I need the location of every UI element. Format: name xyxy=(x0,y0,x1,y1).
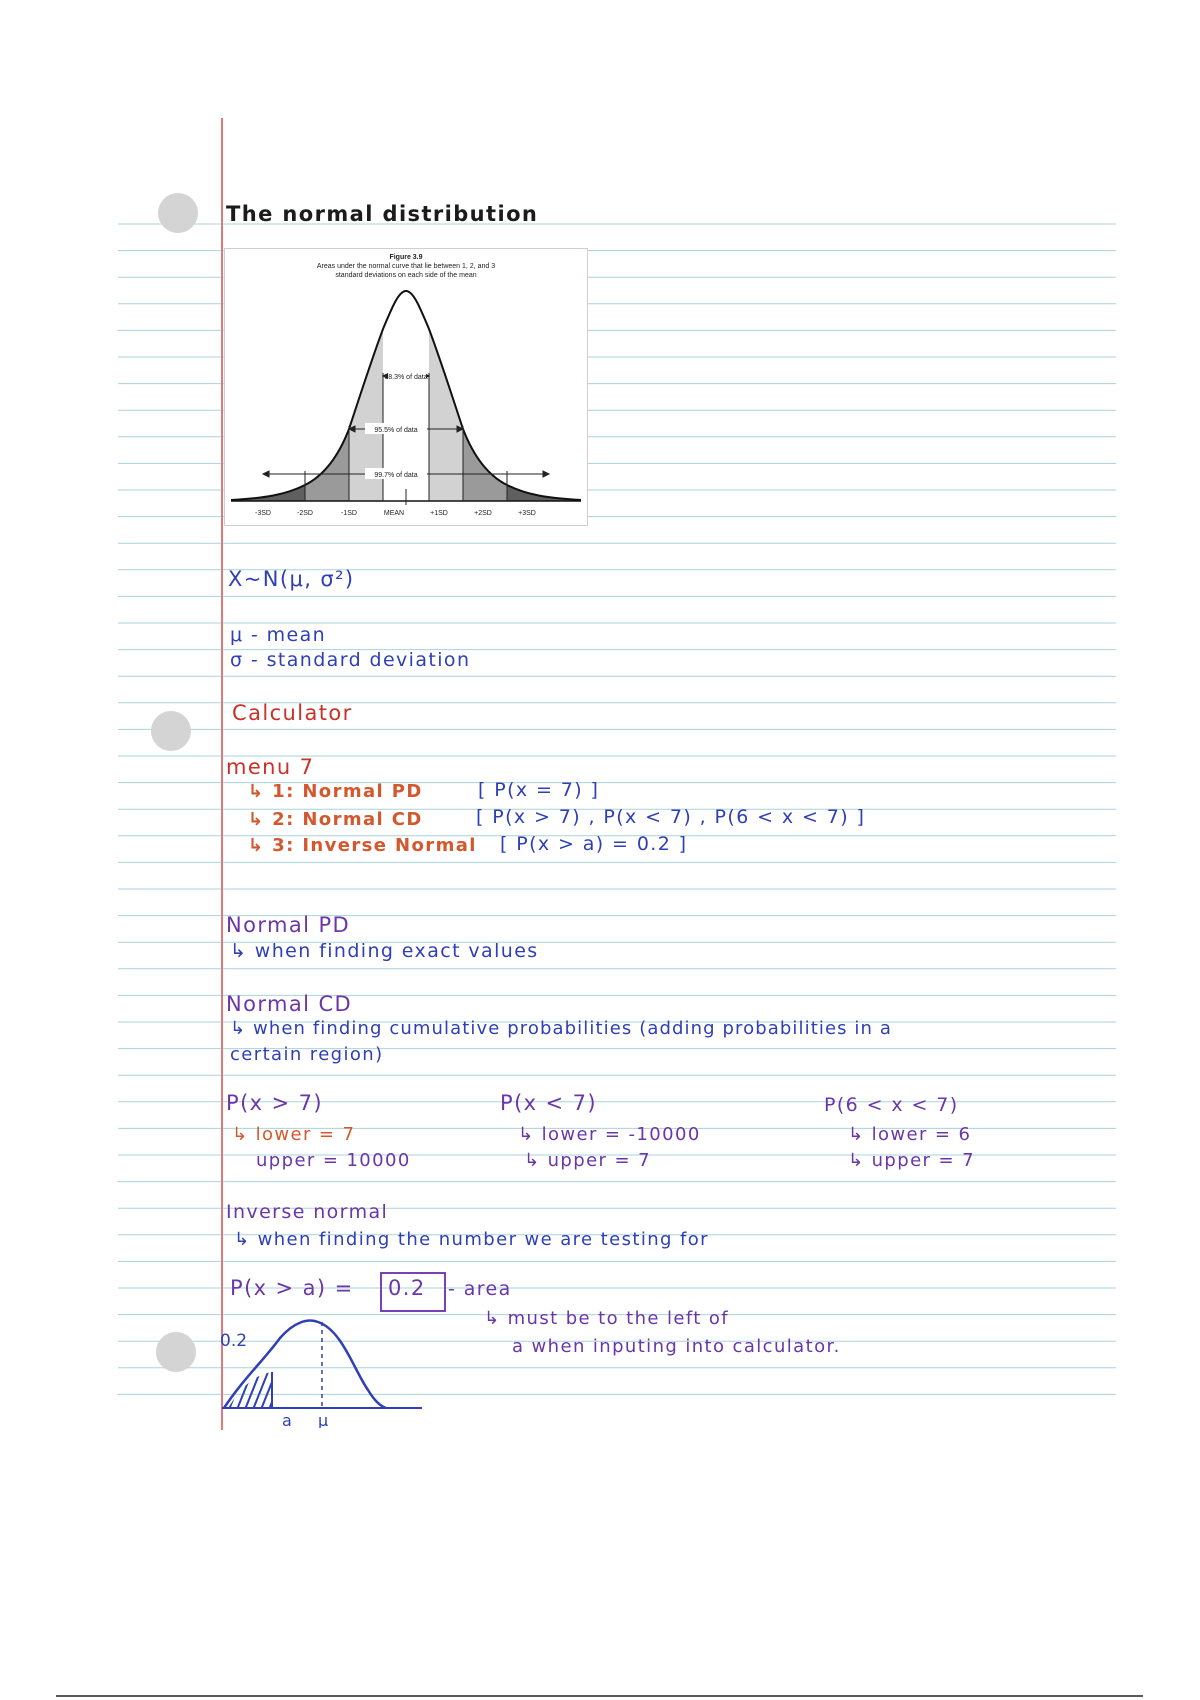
page-title: The normal distribution xyxy=(226,202,539,226)
inverse-normal-heading: Inverse normal xyxy=(226,1201,389,1223)
menu-item-1-label: ↳ 1: Normal PD xyxy=(248,781,423,802)
band-3sd-label: 99.7% of data xyxy=(374,472,418,479)
punch-hole xyxy=(156,1332,196,1372)
figure-caption-line2: standard deviations on each side of the mean xyxy=(335,272,477,279)
tick-label: +2SD xyxy=(474,510,492,517)
sketch-a-label: a xyxy=(282,1411,292,1428)
cd-example-1-upper: upper = 10000 xyxy=(256,1150,411,1171)
cd-example-2-upper: ↳ upper = 7 xyxy=(524,1150,651,1171)
tick-label: +1SD xyxy=(430,510,448,517)
normal-curve-figure xyxy=(224,248,588,526)
punch-hole xyxy=(158,193,198,233)
tick-label: -1SD xyxy=(341,510,357,517)
left-tail-sketch xyxy=(214,1316,424,1428)
inverse-normal-note: ↳ when finding the number we are testing for xyxy=(234,1229,709,1250)
menu-item-1-example: [ P(x = 7) ] xyxy=(478,779,600,801)
band-1sd-label: 68.3% of data xyxy=(384,374,428,381)
inverse-rule-line2: a when inputing into calculator. xyxy=(512,1336,841,1357)
tick-label: -3SD xyxy=(255,510,271,517)
menu-item-3-example: [ P(x > a) = 0.2 ] xyxy=(500,833,688,855)
normal-cd-note-line2: certain region) xyxy=(230,1044,384,1065)
normal-cd-note-line1: ↳ when finding cumulative probabilities (adding probabilities in a xyxy=(230,1018,892,1039)
menu-item-3-label: ↳ 3: Inverse Normal xyxy=(248,835,477,856)
band-2sd-label: 95.5% of data xyxy=(374,427,418,434)
menu-item-2-example: [ P(x > 7) , P(x < 7) , P(6 < x < 7) ] xyxy=(476,806,866,828)
tick-label: MEAN xyxy=(383,510,405,517)
tick-label: +3SD xyxy=(518,510,536,517)
menu-heading: menu 7 xyxy=(226,755,315,779)
cd-example-2-header: P(x < 7) xyxy=(500,1091,597,1115)
sketch-curve xyxy=(224,1321,386,1408)
calculator-heading: Calculator xyxy=(232,701,353,725)
cd-example-1-lower: ↳ lower = 7 xyxy=(232,1124,356,1145)
sigma-definition: σ - standard deviation xyxy=(230,649,471,671)
cd-example-2-lower: ↳ lower = -10000 xyxy=(518,1124,701,1145)
mu-definition: μ - mean xyxy=(230,624,327,646)
cd-example-3-header: P(6 < x < 7) xyxy=(824,1094,959,1116)
figure-label: Figure 3.9 xyxy=(389,254,423,261)
tick-label: -2SD xyxy=(297,510,313,517)
distribution-formula: X~N(μ, σ²) xyxy=(228,567,355,591)
inverse-rule-line1: ↳ must be to the left of xyxy=(484,1308,730,1329)
cd-example-1-header: P(x > 7) xyxy=(226,1091,323,1115)
sketch-area-label: 0.2 xyxy=(220,1331,248,1351)
sketch-mu-label: μ xyxy=(318,1411,329,1428)
normal-pd-note: ↳ when finding exact values xyxy=(230,940,539,962)
punch-hole xyxy=(151,711,191,751)
menu-item-2-label: ↳ 2: Normal CD xyxy=(248,809,423,830)
cd-example-3-upper: ↳ upper = 7 xyxy=(848,1150,975,1171)
normal-cd-heading: Normal CD xyxy=(226,992,353,1016)
normal-curve-plot xyxy=(225,249,587,525)
inverse-equation-left: P(x > a) = xyxy=(230,1276,354,1300)
inverse-equation-value: 0.2 xyxy=(388,1276,426,1300)
sd-ticks xyxy=(255,510,536,517)
figure-caption-line1: Areas under the normal curve that lie between 1, 2, and 3 xyxy=(316,263,496,270)
inverse-equation-suffix: - area xyxy=(448,1278,512,1300)
cd-example-3-lower: ↳ lower = 6 xyxy=(848,1124,972,1145)
normal-pd-heading: Normal PD xyxy=(226,913,351,937)
